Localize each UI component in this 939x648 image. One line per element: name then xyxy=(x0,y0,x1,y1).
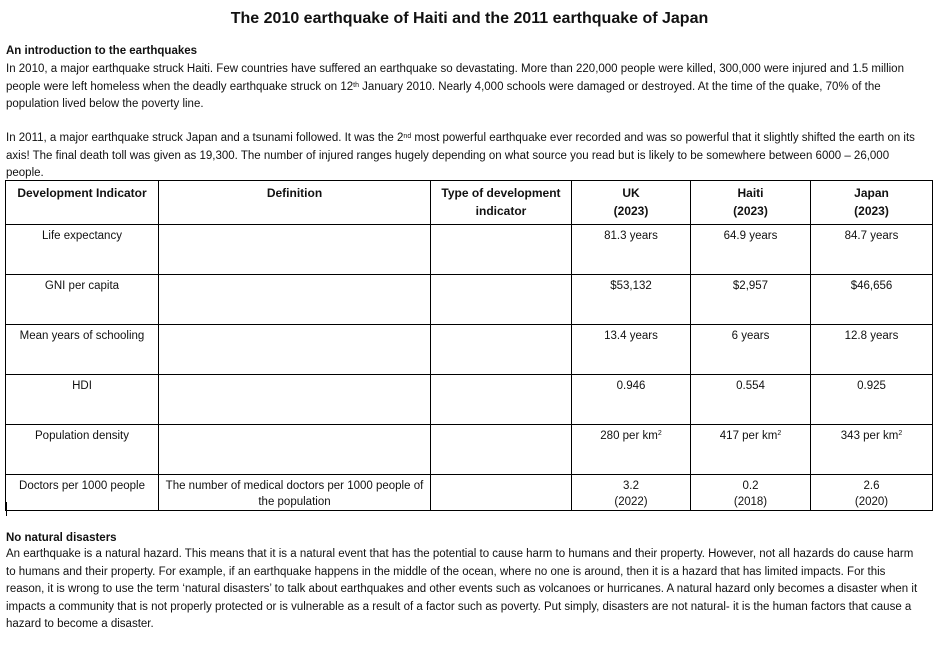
uk-cell: 13.4 years xyxy=(572,325,691,375)
superscript: nd xyxy=(403,133,412,140)
haiti-cell: 0.554 xyxy=(691,375,811,425)
superscript: 2 xyxy=(898,430,903,437)
definition-cell[interactable] xyxy=(159,275,431,325)
header-uk-name: UK xyxy=(622,186,640,200)
text-run: most powerful earthquake ever recorded and was so powerful that it slightly shifted the earth on its axis! The final death toll was given as 19,300. The number of injured ranges hugely depending on what source you read but is likely to be somewhere between 6000 – 26,000 people. xyxy=(6,132,915,179)
uk-cell: 0.946 xyxy=(572,375,691,425)
text-cursor xyxy=(6,502,7,516)
uk-cell xyxy=(572,425,691,475)
haiti-cell: $2,957 xyxy=(691,275,811,325)
haiti-cell xyxy=(691,475,811,511)
header-definition: Definition xyxy=(159,181,431,225)
value: 280 per km xyxy=(600,430,658,442)
header-japan-name: Japan xyxy=(854,186,889,200)
year: (2018) xyxy=(733,496,768,508)
superscript: 2 xyxy=(657,430,662,437)
development-table xyxy=(5,180,933,511)
intro-paragraph-japan xyxy=(6,130,926,183)
type-cell[interactable] xyxy=(431,425,572,475)
text-run: January 2010. Nearly 4,000 schools were damaged or destroyed. At the time of the quake, 70% of the population lived below the poverty line. xyxy=(6,80,881,110)
no-disasters-paragraph: An earthquake is a natural hazard. This means that it is a natural event that has the potential to cause harm to humans and their property. However, not all hazards do cause harm to humans and their property. For example, if an earthquake happens in the middle of the ocean, where no one is around, then it is a hazard that has limited impacts. For this reason, it is wrong to use the term ‘natural disasters’ to talk about earthquakes and other events such as volcanoes or hurricanes. A natural hazard only becomes a disaster when it impacts a community that is not properly protected or is vulnerable as a result of a factor such as poverty. Put simply, disasters are not natural- it is the human factors that cause a hazard to become a disaster. xyxy=(6,548,918,630)
indicator-cell: Mean years of schooling xyxy=(6,325,159,375)
uk-cell: $53,132 xyxy=(572,275,691,325)
header-haiti-year: (2023) xyxy=(733,204,768,218)
japan-cell: 12.8 years xyxy=(811,325,933,375)
definition-cell[interactable] xyxy=(159,325,431,375)
uk-cell: 81.3 years xyxy=(572,225,691,275)
value: 343 per km xyxy=(840,430,899,442)
haiti-cell xyxy=(691,425,811,475)
table-row xyxy=(6,425,933,475)
type-cell[interactable] xyxy=(431,225,572,275)
haiti-cell: 6 years xyxy=(691,325,811,375)
header-haiti-name: Haiti xyxy=(737,186,764,200)
value: 417 per km xyxy=(719,430,778,442)
table-row xyxy=(6,225,933,275)
header-type: Type of development indicator xyxy=(431,181,572,225)
type-cell[interactable] xyxy=(431,275,572,325)
table-row xyxy=(6,325,933,375)
type-cell[interactable] xyxy=(431,475,572,511)
header-indicator: Development Indicator xyxy=(6,181,159,225)
type-cell[interactable] xyxy=(431,325,572,375)
table-header-row xyxy=(6,181,933,225)
indicator-cell: GNI per capita xyxy=(6,275,159,325)
japan-cell: 0.925 xyxy=(811,375,933,425)
header-uk xyxy=(572,181,691,225)
header-haiti xyxy=(691,181,811,225)
header-japan-year: (2023) xyxy=(854,204,889,218)
year: (2020) xyxy=(854,496,889,508)
year: (2022) xyxy=(614,496,648,508)
japan-cell: 84.7 years xyxy=(811,225,933,275)
japan-cell xyxy=(811,425,933,475)
table-row xyxy=(6,475,933,511)
intro-paragraph-haiti xyxy=(6,61,926,114)
japan-cell: $46,656 xyxy=(811,275,933,325)
superscript: 2 xyxy=(777,430,782,437)
table-row xyxy=(6,275,933,325)
value: 2.6 xyxy=(863,480,880,492)
text-run: In 2011, a major earthquake struck Japan and a tsunami followed. It was the 2 xyxy=(6,132,404,144)
type-cell[interactable] xyxy=(431,375,572,425)
haiti-cell: 64.9 years xyxy=(691,225,811,275)
japan-cell xyxy=(811,475,933,511)
uk-cell xyxy=(572,475,691,511)
table-row xyxy=(6,375,933,425)
header-uk-year: (2023) xyxy=(613,204,649,218)
definition-cell[interactable] xyxy=(159,425,431,475)
superscript: th xyxy=(353,81,359,89)
header-japan xyxy=(811,181,933,225)
indicator-cell: Life expectancy xyxy=(6,225,159,275)
indicator-cell: HDI xyxy=(6,375,159,425)
value: 3.2 xyxy=(623,480,639,492)
definition-cell[interactable]: The number of medical doctors per 1000 people of the population xyxy=(159,475,431,511)
definition-cell[interactable] xyxy=(159,225,431,275)
intro-heading: An introduction to the earthquakes xyxy=(6,45,198,57)
page-title: The 2010 earthquake of Haiti and the 2011 earthquake of Japan xyxy=(230,10,709,27)
indicator-cell: Doctors per 1000 people xyxy=(6,475,159,511)
indicator-cell: Population density xyxy=(6,425,159,475)
no-disasters-heading: No natural disasters xyxy=(6,532,117,544)
text-run: In 2010, a major earthquake struck Haiti. Few countries have suffered an earthquake so devastating. More than 220,000 people were killed, 300,000 were injured and 1.5 million people were left homeless when the deadly earthquake struck on 12 xyxy=(6,63,904,93)
value: 0.2 xyxy=(742,480,759,492)
definition-cell[interactable] xyxy=(159,375,431,425)
